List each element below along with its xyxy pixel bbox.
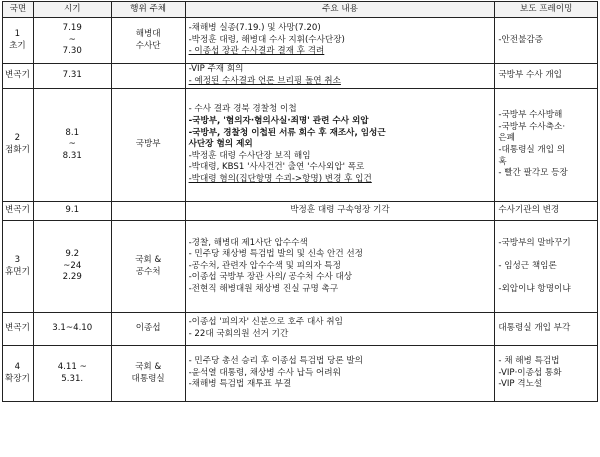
actor-cell [111, 64, 185, 89]
period-cell-line: 9.2 [65, 249, 80, 260]
phase-cell [3, 221, 34, 313]
content-cell [185, 89, 495, 202]
phase-cell-line: 휴면기 [5, 266, 30, 277]
phase-cell-line: 확장기 [5, 373, 30, 384]
framing-cell-line [498, 272, 594, 284]
content-cell-line: -박정훈 대령, 해병대 수사 지휘(수사단장) [188, 34, 345, 45]
content-cell-line: -국방부, '혐의자·혐의사실·죄명' 관련 수사 외압 [188, 116, 369, 127]
content-cell-line: -윤석열 대통령, 채상병 수사 납득 어려워 [188, 367, 341, 378]
table-row [3, 64, 598, 89]
period-cell [33, 89, 111, 202]
period-cell [33, 18, 111, 64]
content-cell-line: -국방부, 경찰청 이첩된 서류 회수 후 재조사, 임성근 [188, 127, 386, 138]
period-cell [33, 64, 111, 89]
content-cell-line: - 수사 결과 경북 경찰청 이첩 [188, 104, 297, 115]
period-cell-line: 7.30 [62, 46, 82, 57]
framing-cell-line: - 채 해병 특검법 [498, 356, 560, 367]
framing-cell-line: -국방부의 말바꾸기 [498, 237, 571, 248]
content-cell-line: -박정훈 대령 수사단장 보직 해임 [188, 150, 311, 161]
content-cell-line: -박대령, KBS1 '사사건건' 출연 '수사외압' 폭로 [188, 162, 365, 173]
phase-cell-line: 변곡기 [5, 70, 30, 81]
actor-cell [111, 202, 185, 221]
period-cell [33, 221, 111, 313]
framing-cell [495, 313, 598, 346]
phase-cell-line: 변곡기 [5, 323, 30, 334]
period-cell [33, 346, 111, 402]
period-cell-line: 8.31 [62, 150, 82, 161]
content-cell-line: - 민주당 총선 승리 후 이종섭 특검법 당론 발의 [188, 356, 363, 367]
content-cell [185, 18, 495, 64]
actor-cell [111, 313, 185, 346]
actor-cell-line: 대통령실 [131, 373, 165, 384]
phase-cell [3, 313, 34, 346]
content-cell-line: -VIP 주재 회의 [188, 64, 244, 75]
header-period: 시기 [33, 2, 111, 18]
period-cell-line: 7.19 [62, 23, 82, 34]
period-cell-line: 5.31. [61, 373, 84, 384]
content-cell-line: -박대령 혐의(집단항명 수괴->항명) 변경 후 입건 [188, 173, 372, 184]
framing-cell-line: -VIP·이종섭 통화 [498, 367, 562, 378]
phase-cell-line: 2 [14, 133, 21, 144]
content-cell-line: -채해병 특검법 재투표 부결 [188, 379, 292, 390]
framing-cell [495, 64, 598, 89]
phase-cell [3, 346, 34, 402]
framing-cell-line: -VIP 격노설 [498, 379, 543, 390]
actor-cell-line: 수사단 [135, 40, 161, 51]
framing-cell-line: - 빨간 팔각모 등장 [498, 168, 568, 179]
actor-cell [111, 346, 185, 402]
content-cell-line: - 민주당 채상병 특검법 발의 및 신속 안건 선정 [188, 249, 363, 260]
content-cell-line: 박정훈 대령 구속영장 기각 [290, 205, 390, 216]
header-actor: 행위 주체 [111, 2, 185, 18]
framing-cell [495, 202, 598, 221]
framing-cell [495, 221, 598, 313]
period-cell-line: 2.29 [62, 272, 82, 283]
content-cell-line: -이종섭 국방부 장관 사의/ 공수처 수사 대상 [188, 272, 353, 283]
framing-cell-line: 수사기관의 변경 [498, 205, 560, 216]
actor-cell [111, 18, 185, 64]
framing-cell [495, 89, 598, 202]
actor-cell-line: 국방부 [135, 139, 161, 150]
period-cell-line: ~24 [63, 260, 82, 271]
header-phase: 국면 [3, 2, 34, 18]
content-cell-line: -채해병 실종(7.19.) 및 사망(7.20) [188, 23, 321, 34]
content-cell-line: - 이종섭 장관 수사결과 결재 후 격려 [188, 46, 325, 57]
content-cell [185, 313, 495, 346]
actor-cell [111, 89, 185, 202]
period-cell [33, 202, 111, 221]
table-row [3, 202, 598, 221]
framing-cell [495, 346, 598, 402]
framing-cell-line: 국방부 수사 개입 [498, 70, 562, 81]
actor-cell-line: 이종섭 [135, 323, 161, 334]
phase-cell-line: 점화기 [5, 145, 30, 155]
phase-cell-line: 변곡기 [5, 205, 30, 216]
framing-cell-line: -외압이냐 항명이냐 [498, 283, 571, 294]
table-row [3, 221, 598, 313]
period-cell-line: 8.1 [65, 127, 80, 138]
phase-cell-line: 초기 [9, 40, 26, 51]
actor-cell [111, 221, 185, 313]
table-row [3, 89, 598, 202]
content-cell-line: 사단장 혐의 제외 [188, 139, 253, 150]
table-row [3, 313, 598, 346]
content-cell [185, 202, 495, 221]
framing-cell-line: -국방부 수사축소· [498, 121, 566, 132]
content-cell-line: -공수처, 관련자 압수수색 및 피의자 특정 [188, 260, 341, 271]
period-cell-line: ~ [68, 34, 76, 45]
header-framing: 보도 프레이밍 [495, 2, 598, 18]
phase-cell [3, 64, 34, 89]
actor-cell-line: 공수처 [135, 266, 161, 277]
phase-cell-line: 3 [14, 254, 21, 265]
period-cell-line: ~ [68, 139, 76, 150]
table-row [3, 18, 598, 64]
phase-cell [3, 18, 34, 64]
period-cell-line: 4.11 ~ [57, 361, 87, 372]
table-row [3, 346, 598, 402]
actor-cell-line: 국회 & [135, 361, 162, 372]
header-content: 주요 내용 [185, 2, 495, 18]
content-cell-line: -경찰, 해병대 제1사단 압수수색 [188, 237, 308, 248]
content-cell-line: - 예정된 수사결과 언론 브리핑 돌연 취소 [188, 76, 341, 86]
framing-cell-line: - 임성근 책임론 [498, 260, 557, 271]
actor-cell-line: 국회 & [135, 254, 162, 265]
framing-cell-line: 대통령실 개입 부각 [498, 323, 571, 334]
framing-cell-line: -대통령실 개입 의 [498, 145, 566, 155]
framing-cell-line: 은폐 [498, 133, 515, 144]
content-cell [185, 64, 495, 89]
phase-cell-line: 4 [14, 361, 21, 372]
content-cell-line: -이종섭 '피의자' 신분으로 호주 대사 취임 [188, 317, 343, 328]
framing-cell-line: -안전불감증 [498, 34, 543, 45]
header-row [3, 2, 598, 18]
framing-table [2, 1, 598, 402]
phase-cell-line: 1 [14, 28, 21, 39]
content-cell [185, 221, 495, 313]
content-cell [185, 346, 495, 402]
framing-cell [495, 18, 598, 64]
framing-cell-line: -국방부 수사방해 [498, 110, 563, 121]
table-body [3, 18, 598, 402]
period-cell [33, 313, 111, 346]
content-cell-line: -전현직 해병대원 채상병 진실 규명 촉구 [188, 283, 339, 294]
content-cell-line: - 22대 국회의원 선거 기간 [188, 329, 289, 339]
phase-cell [3, 89, 34, 202]
phase-cell [3, 202, 34, 221]
framing-cell-line: 혹 [498, 156, 507, 167]
period-cell-line: 7.31 [62, 70, 82, 81]
period-cell-line: 3.1~4.10 [52, 323, 93, 334]
framing-cell-line [498, 249, 594, 261]
period-cell-line: 9.1 [65, 205, 80, 216]
actor-cell-line: 해병대 [135, 28, 161, 39]
